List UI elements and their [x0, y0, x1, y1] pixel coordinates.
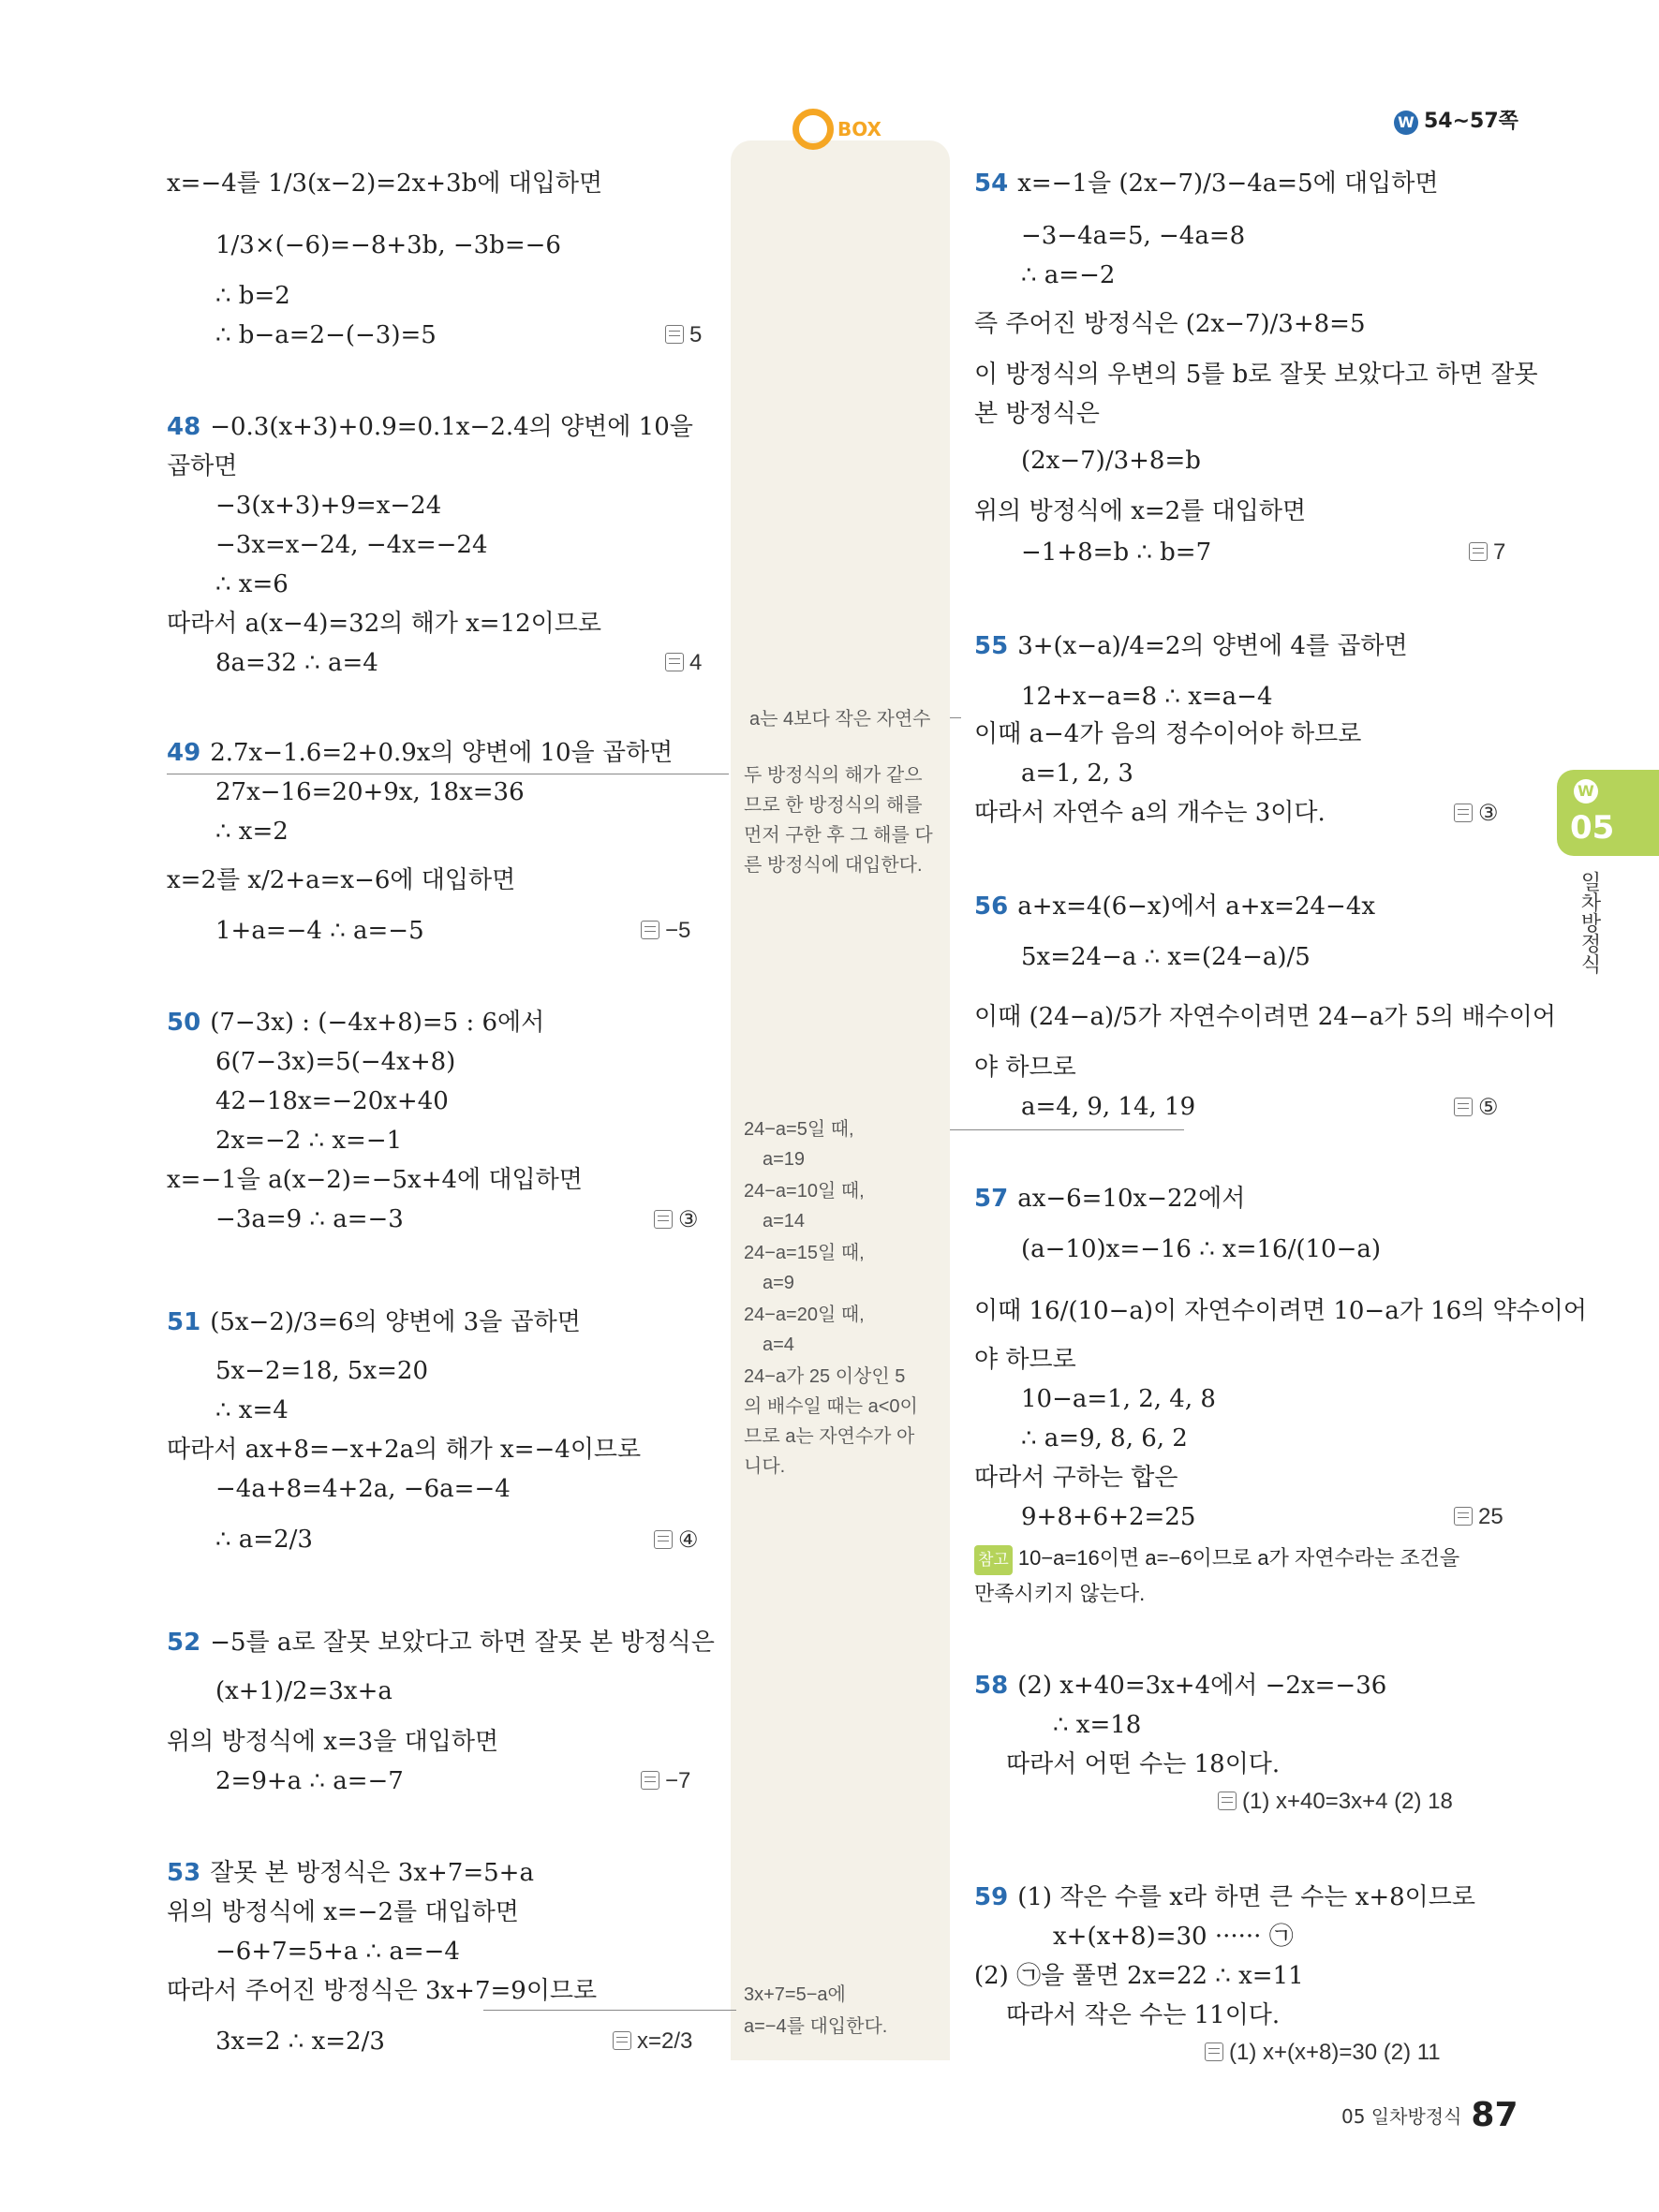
answer-badge: (1) x+40=3x+4 (2) 18: [1218, 1789, 1453, 1815]
solution-line: x=2를 x/2+a=x−6에 대입하면: [167, 866, 516, 894]
problem-53: 53 잘못 본 방정식은 3x+7=5+a: [167, 1859, 534, 1887]
solution-line: ∴ b−a=2−(−3)=5: [215, 321, 437, 349]
solution-line: (2x−7)/3+8=b: [1021, 447, 1201, 475]
solution-line: 따라서 어떤 수는 18이다.: [1006, 1750, 1281, 1778]
solution-line: ∴ x=2: [215, 818, 289, 846]
solution-line: 즉 주어진 방정식은 (2x−7)/3+8=5: [974, 310, 1366, 338]
page-number: 87: [1471, 2096, 1518, 2134]
note-56-line: a=14: [763, 1211, 806, 1231]
qbox-logo: BOX: [792, 109, 881, 150]
solution-line: ∴ a=2/3: [215, 1526, 313, 1554]
solution-line: ∴ x=6: [215, 570, 289, 598]
problem-57: 57 ax−6=10x−22에서: [974, 1185, 1246, 1213]
answer-badge: ⑤: [1454, 1094, 1499, 1121]
problem-56: 56 a+x=4(6−x)에서 a+x=24−4x: [974, 892, 1376, 921]
solution-line: −3x=x−24, −4x=−24: [215, 531, 488, 559]
answer-badge: 5: [665, 322, 702, 348]
solution-line: 8a=32 ∴ a=4: [215, 649, 378, 677]
solution-line: 곱하면: [167, 452, 238, 480]
note-56-line: 니다.: [744, 1456, 786, 1477]
solution-line: (2) ㉠을 풀면 2x=22 ∴ x=11: [974, 1962, 1304, 1990]
answer-badge: 7: [1469, 539, 1505, 566]
note-56-line: 24−a=5일 때,: [744, 1119, 854, 1140]
note-49-line: 먼저 구한 후 그 해를 다: [744, 825, 933, 846]
connector-line: [950, 717, 961, 718]
solution-line: 위의 방정식에 x=−2를 대입하면: [167, 1898, 519, 1926]
problem-59: 59 (1) 작은 수를 x라 하면 큰 수는 x+8이므로: [974, 1883, 1476, 1911]
answer-badge: 25: [1454, 1504, 1503, 1530]
answer-badge: (1) x+(x+8)=30 (2) 11: [1205, 2040, 1441, 2066]
solution-line: 따라서 주어진 방정식은 3x+7=9이므로: [167, 1977, 598, 2005]
answer-badge: ④: [654, 1526, 699, 1554]
solution-line: ∴ a=−2: [1021, 261, 1116, 289]
solution-line: 본 방정식은: [974, 400, 1100, 428]
problem-55: 55 3+(x−a)/4=2의 양변에 4를 곱하면: [974, 632, 1408, 660]
answer-icon: [1454, 804, 1473, 822]
solution-line: 위의 방정식에 x=2를 대입하면: [974, 497, 1307, 525]
solution-line: x=−1을 a(x−2)=−5x+4에 대입하면: [167, 1166, 583, 1194]
solution-line: 야 하므로: [974, 1054, 1076, 1082]
answer-icon: [1454, 1507, 1473, 1526]
solution-line: ∴ b=2: [215, 282, 290, 310]
answer-icon: [665, 653, 684, 671]
solution-line: −3−4a=5, −4a=8: [1021, 222, 1246, 250]
connector-line: [950, 1129, 1184, 1130]
solution-line: −1+8=b ∴ b=7: [1021, 538, 1212, 567]
solution-line: 따라서 자연수 a의 개수는 3이다.: [974, 799, 1326, 827]
answer-badge: −5: [641, 918, 690, 944]
solution-line: 2=9+a ∴ a=−7: [215, 1767, 404, 1795]
answer-icon: [654, 1210, 673, 1229]
solution-line: 5x=24−a ∴ x=(24−a)/5: [1021, 943, 1311, 971]
w-badge-icon: W: [1574, 779, 1598, 804]
problem-54: 54 x=−1을 (2x−7)/3−4a=5에 대입하면: [974, 170, 1439, 198]
solution-line: 9+8+6+2=25: [1021, 1503, 1196, 1531]
problem-49: 49 2.7x−1.6=2+0.9x의 양변에 10을 곱하면: [167, 739, 674, 767]
note-56-line: 24−a가 25 이상인 5: [744, 1366, 906, 1387]
answer-badge: 4: [665, 650, 702, 676]
solution-line: 따라서 구하는 합은: [974, 1464, 1178, 1492]
solution-line: 12+x−a=8 ∴ x=a−4: [1021, 683, 1273, 711]
answer-icon: [654, 1530, 673, 1549]
problem-51: 51 (5x−2)/3=6의 양변에 3을 곱하면: [167, 1308, 581, 1336]
solution-line: 위의 방정식에 x=3을 대입하면: [167, 1728, 499, 1756]
solution-line: a=1, 2, 3: [1021, 759, 1133, 788]
note-53-line: 3x+7=5−a에: [744, 1984, 846, 2005]
note-56-line: a=4: [763, 1335, 794, 1355]
page-range-header: W 54~57쪽: [1394, 105, 1518, 135]
note-56-line: 24−a=10일 때,: [744, 1181, 865, 1202]
solution-line: ∴ a=9, 8, 6, 2: [1021, 1424, 1188, 1453]
answer-icon: [1469, 542, 1488, 561]
solution-line: 42−18x=−20x+40: [215, 1087, 449, 1115]
note-56-line: 24−a=15일 때,: [744, 1243, 865, 1263]
solution-line: 따라서 ax+8=−x+2a의 해가 x=−4이므로: [167, 1436, 642, 1464]
note-49-line: 두 방정식의 해가 같으: [744, 765, 923, 786]
problem-52: 52 −5를 a로 잘못 보았다고 하면 잘못 본 방정식은: [167, 1629, 715, 1657]
answer-icon: [613, 2031, 631, 2050]
solution-line: 이 방정식의 우변의 5를 b로 잘못 보았다고 하면 잘못: [974, 361, 1538, 389]
answer-badge: −7: [641, 1768, 690, 1794]
solution-line: −6+7=5+a ∴ a=−4: [215, 1938, 460, 1966]
solution-line: 27x−16=20+9x, 18x=36: [215, 778, 525, 806]
note-53-line: a=−4를 대입한다.: [744, 2016, 888, 2037]
solution-line: 이때 a−4가 음의 정수이어야 하므로: [974, 720, 1362, 748]
solution-line: 3x=2 ∴ x=2/3: [215, 2028, 385, 2056]
connector-line: [483, 2010, 736, 2011]
solution-line: 1/3×(−6)=−8+3b, −3b=−6: [215, 231, 561, 259]
answer-icon: [1205, 2042, 1223, 2061]
solution-line: 따라서 작은 수는 11이다.: [1006, 2001, 1281, 2029]
answer-icon: [641, 1771, 659, 1790]
solution-line: 5x−2=18, 5x=20: [215, 1357, 429, 1385]
answer-icon: [641, 921, 659, 939]
answer-icon: [1218, 1792, 1237, 1810]
solution-line: 이때 16/(10−a)이 자연수이려면 10−a가 16의 약수이어: [974, 1297, 1588, 1325]
solution-line: a=4, 9, 14, 19: [1021, 1093, 1196, 1121]
solution-line: x+(x+8)=30 ······ ㉠: [1053, 1923, 1294, 1951]
q-icon: [792, 109, 834, 150]
solution-line: 따라서 a(x−4)=32의 해가 x=12이므로: [167, 610, 602, 638]
solution-line: (x+1)/2=3x+a: [215, 1677, 393, 1705]
solution-line: (a−10)x=−16 ∴ x=16/(10−a): [1021, 1235, 1381, 1263]
note-56-line: 24−a=20일 때,: [744, 1305, 865, 1325]
chapter-side-label: 일차방정식: [1578, 871, 1602, 974]
solution-line: 10−a=1, 2, 4, 8: [1021, 1385, 1216, 1413]
qbox-panel: [731, 140, 950, 2060]
note-56-line: a=19: [763, 1149, 806, 1170]
solution-line: 이때 (24−a)/5가 자연수이려면 24−a가 5의 배수이어: [974, 1003, 1556, 1031]
answer-icon: [665, 325, 684, 344]
solution-line: ∴ x=4: [215, 1396, 289, 1424]
solution-line: −3a=9 ∴ a=−3: [215, 1205, 404, 1233]
note-49-line: 므로 한 방정식의 해를: [744, 795, 923, 816]
note-56-line: 므로 a는 자연수가 아: [744, 1426, 915, 1447]
solution-line: −4a+8=4+2a, −6a=−4: [215, 1475, 511, 1503]
answer-badge: ③: [1454, 800, 1499, 827]
solution-line: 2x=−2 ∴ x=−1: [215, 1127, 403, 1155]
problem-58: 58 (2) x+40=3x+4에서 −2x=−36: [974, 1672, 1387, 1700]
w-badge-icon: W: [1394, 111, 1418, 135]
problem-50: 50 (7−3x) : (−4x+8)=5 : 6에서: [167, 1009, 545, 1037]
solution-line: x=−4를 1/3(x−2)=2x+3b에 대입하면: [167, 170, 603, 198]
reference-note: 참고 10−a=16이면 a=−6이므로 a가 자연수라는 조건을: [974, 1543, 1459, 1575]
note-56-line: a=9: [763, 1273, 794, 1293]
solution-line: ∴ x=18: [1053, 1711, 1142, 1739]
answer-badge: ③: [654, 1206, 699, 1233]
solution-line: 야 하므로: [974, 1346, 1076, 1374]
answer-badge: x=2/3: [613, 2028, 692, 2055]
note-49-line: 른 방정식에 대입한다.: [744, 855, 923, 876]
solution-line: −3(x+3)+9=x−24: [215, 492, 442, 520]
note-56-line: 의 배수일 때는 a<0이: [744, 1396, 918, 1417]
solution-line: 6(7−3x)=5(−4x+8): [215, 1048, 456, 1076]
problem-48: 48 −0.3(x+3)+0.9=0.1x−2.4의 양변에 10을: [167, 413, 693, 441]
reference-note: 만족시키지 않는다.: [974, 1582, 1146, 1605]
solution-line: 1+a=−4 ∴ a=−5: [215, 917, 424, 945]
answer-icon: [1454, 1098, 1473, 1116]
chapter-tab: W 05: [1557, 770, 1659, 856]
page-footer: 05 일차방정식 87: [1341, 2096, 1518, 2134]
note-55: a는 4보다 작은 자연수: [749, 709, 931, 730]
